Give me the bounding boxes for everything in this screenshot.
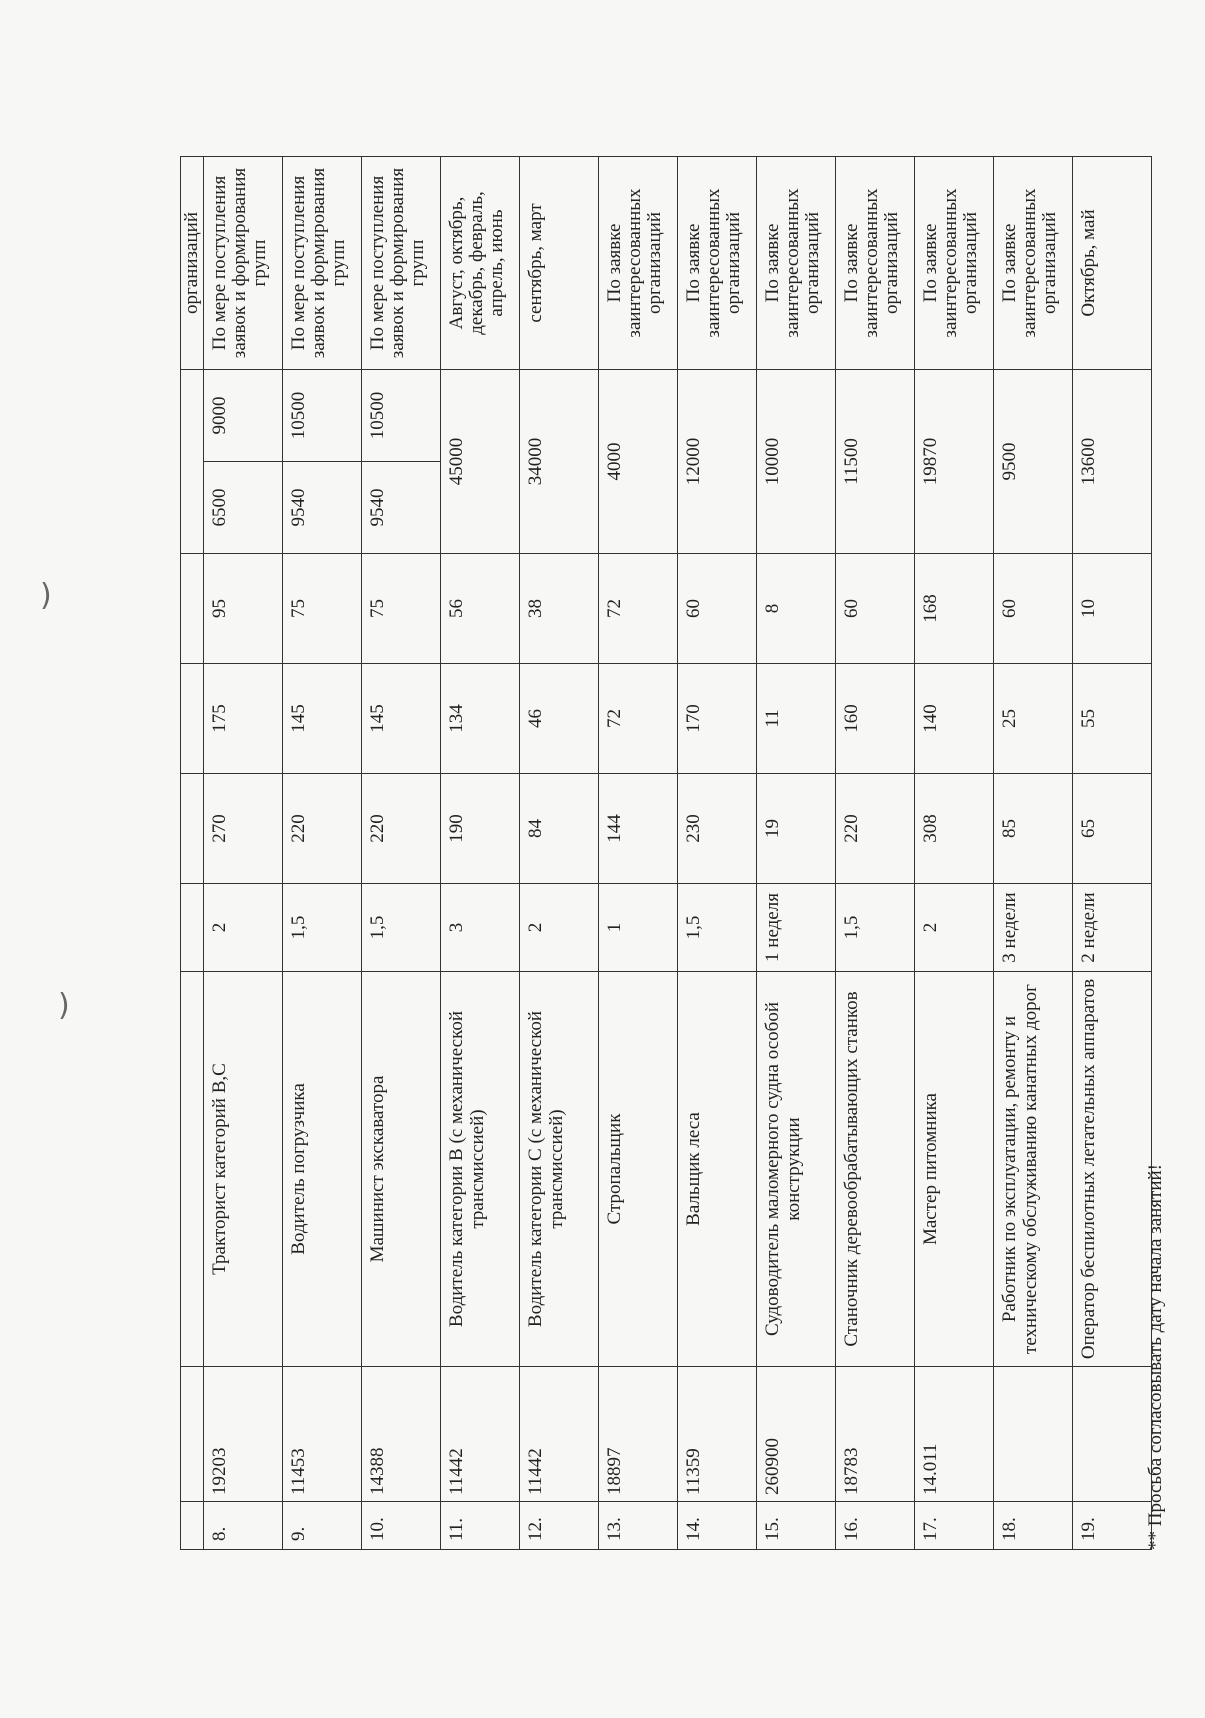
duration: 2 недели [1073, 884, 1152, 972]
price-a: 6500 [204, 462, 283, 554]
row-number: 14. [678, 1502, 757, 1550]
profession-name: Стропальщик [599, 972, 678, 1367]
header-cell [181, 554, 204, 664]
profession-code: 260900 [757, 1367, 836, 1502]
theory-hours: 11 [757, 664, 836, 774]
schedule: Октябрь, май [1073, 157, 1152, 370]
schedule: По заявке заинтересованных организаций [836, 157, 915, 370]
table-body [181, 157, 1152, 1550]
price-b: 9000 [204, 370, 283, 462]
row-number: 16. [836, 1502, 915, 1550]
price-a: 9540 [283, 462, 362, 554]
courses-table [180, 156, 1152, 1550]
profession-name: Водитель категории В (с механической трансмиссией) [441, 972, 520, 1367]
header-cell [181, 1502, 204, 1550]
price: 13600 [1073, 370, 1152, 554]
profession-name: Тракторист категорий B,C [204, 972, 283, 1367]
table-row [1073, 157, 1152, 1550]
profession-code: 18783 [836, 1367, 915, 1502]
header-cell [181, 774, 204, 884]
schedule: Август, октябрь, декабрь, февраль, апрель, июнь [441, 157, 520, 370]
total-hours: 270 [204, 774, 283, 884]
header-row [181, 157, 204, 1550]
price-b: 10500 [283, 370, 362, 462]
price: 19870 [915, 370, 994, 554]
theory-hours: 170 [678, 664, 757, 774]
profession-name: Судоводитель маломерного судна особой конструкции [757, 972, 836, 1367]
profession-code: 14.011 [915, 1367, 994, 1502]
practice-hours: 60 [836, 554, 915, 664]
theory-hours: 175 [204, 664, 283, 774]
price: 12000 [678, 370, 757, 554]
practice-hours: 75 [362, 554, 441, 664]
table-row [520, 157, 599, 1550]
scan-mark: ) [58, 988, 70, 1023]
row-number: 17. [915, 1502, 994, 1550]
theory-hours: 46 [520, 664, 599, 774]
table-row [204, 157, 283, 1550]
theory-hours: 134 [441, 664, 520, 774]
table-row [757, 157, 836, 1550]
price: 34000 [520, 370, 599, 554]
schedule: По заявке заинтересованных организаций [599, 157, 678, 370]
profession-name: Работник по эксплуатации, ремонту и техническому обслуживанию канатных дорог [994, 972, 1073, 1367]
theory-hours: 145 [283, 664, 362, 774]
table-row [441, 157, 520, 1550]
practice-hours: 168 [915, 554, 994, 664]
profession-name: Вальщик леса [678, 972, 757, 1367]
table-row [836, 157, 915, 1550]
schedule: По заявке заинтересованных организаций [678, 157, 757, 370]
row-number: 18. [994, 1502, 1073, 1550]
profession-name: Машинист экскаватора [362, 972, 441, 1367]
practice-hours: 56 [441, 554, 520, 664]
total-hours: 220 [283, 774, 362, 884]
theory-hours: 72 [599, 664, 678, 774]
price-b: 10500 [362, 370, 441, 462]
total-hours: 65 [1073, 774, 1152, 884]
practice-hours: 72 [599, 554, 678, 664]
practice-hours: 75 [283, 554, 362, 664]
practice-hours: 60 [994, 554, 1073, 664]
theory-hours: 160 [836, 664, 915, 774]
profession-code [1073, 1367, 1152, 1502]
table-row [283, 157, 362, 1550]
price: 4000 [599, 370, 678, 554]
total-hours: 230 [678, 774, 757, 884]
schedule-header: организаций [181, 157, 204, 370]
total-hours: 144 [599, 774, 678, 884]
theory-hours: 140 [915, 664, 994, 774]
practice-hours: 38 [520, 554, 599, 664]
duration: 1,5 [678, 884, 757, 972]
footnote: ** Просьба согласовывать дату начала занятий! [1145, 1163, 1166, 1550]
profession-code: 11442 [441, 1367, 520, 1502]
table-row [599, 157, 678, 1550]
total-hours: 85 [994, 774, 1073, 884]
price: 9500 [994, 370, 1073, 554]
theory-hours: 25 [994, 664, 1073, 774]
table-row [678, 157, 757, 1550]
price: 10000 [757, 370, 836, 554]
schedule: По мере поступления заявок и формирования групп [204, 157, 283, 370]
total-hours: 220 [836, 774, 915, 884]
price: 11500 [836, 370, 915, 554]
header-cell [181, 1367, 204, 1502]
total-hours: 308 [915, 774, 994, 884]
price: 45000 [441, 370, 520, 554]
table-row [915, 157, 994, 1550]
schedule: По заявке заинтересованных организаций [994, 157, 1073, 370]
row-number: 13. [599, 1502, 678, 1550]
profession-name: Водитель погрузчика [283, 972, 362, 1367]
row-number: 19. [1073, 1502, 1152, 1550]
profession-code: 19203 [204, 1367, 283, 1502]
header-cell [181, 370, 204, 554]
total-hours: 220 [362, 774, 441, 884]
theory-hours: 145 [362, 664, 441, 774]
schedule: По мере поступления заявок и формирования групп [283, 157, 362, 370]
schedule: По заявке заинтересованных организаций [915, 157, 994, 370]
row-number: 12. [520, 1502, 599, 1550]
row-number: 10. [362, 1502, 441, 1550]
row-number: 9. [283, 1502, 362, 1550]
row-number: 8. [204, 1502, 283, 1550]
total-hours: 19 [757, 774, 836, 884]
duration: 1,5 [362, 884, 441, 972]
practice-hours: 60 [678, 554, 757, 664]
duration: 3 недели [994, 884, 1073, 972]
duration: 1,5 [283, 884, 362, 972]
scan-mark: ) [40, 578, 52, 613]
profession-name: Станочник деревообрабатывающих станков [836, 972, 915, 1367]
table-row [362, 157, 441, 1550]
practice-hours: 8 [757, 554, 836, 664]
price-a: 9540 [362, 462, 441, 554]
header-cell [181, 664, 204, 774]
row-number: 15. [757, 1502, 836, 1550]
duration: 1,5 [836, 884, 915, 972]
profession-name: Мастер питомника [915, 972, 994, 1367]
table-row [994, 157, 1073, 1550]
profession-name: Водитель категории С (с механической трансмиссией) [520, 972, 599, 1367]
profession-code: 11453 [283, 1367, 362, 1502]
profession-code: 18897 [599, 1367, 678, 1502]
schedule: По мере поступления заявок и формирования групп [362, 157, 441, 370]
profession-name: Оператор беспилотных летательных аппаратов [1073, 972, 1152, 1367]
practice-hours: 10 [1073, 554, 1152, 664]
total-hours: 84 [520, 774, 599, 884]
profession-code: 11442 [520, 1367, 599, 1502]
row-number: 11. [441, 1502, 520, 1550]
profession-code: 11359 [678, 1367, 757, 1502]
schedule: По заявке заинтересованных организаций [757, 157, 836, 370]
duration: 1 неделя [757, 884, 836, 972]
schedule: сентябрь, март [520, 157, 599, 370]
duration: 3 [441, 884, 520, 972]
theory-hours: 55 [1073, 664, 1152, 774]
duration: 1 [599, 884, 678, 972]
header-cell [181, 972, 204, 1367]
duration: 2 [520, 884, 599, 972]
duration: 2 [204, 884, 283, 972]
profession-code: 14388 [362, 1367, 441, 1502]
header-cell [181, 884, 204, 972]
practice-hours: 95 [204, 554, 283, 664]
duration: 2 [915, 884, 994, 972]
total-hours: 190 [441, 774, 520, 884]
profession-code [994, 1367, 1073, 1502]
